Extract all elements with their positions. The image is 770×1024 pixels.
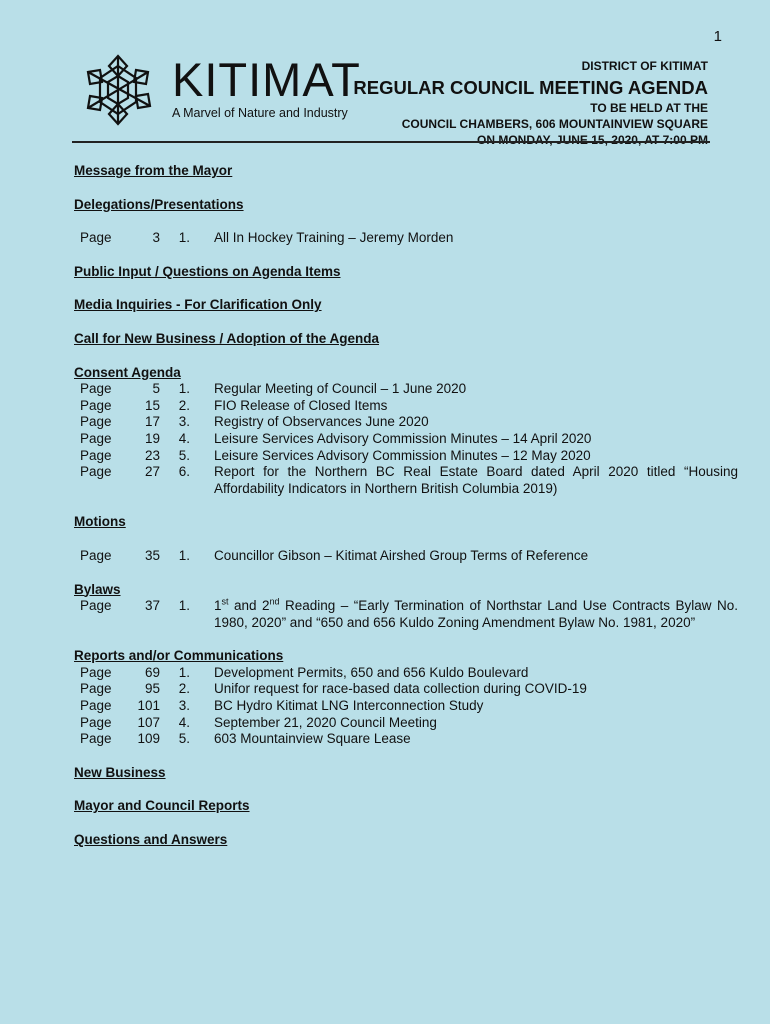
section-heading-public-input: Public Input / Questions on Agenda Items	[74, 263, 341, 279]
page-label: Page	[80, 598, 112, 614]
page-ref: 3	[152, 230, 160, 246]
page-ref: 69	[144, 664, 160, 680]
agenda-item	[74, 715, 738, 732]
meeting-location-line-2: COUNCIL CHAMBERS, 606 MOUNTAINVIEW SQUARE	[401, 117, 708, 131]
page-label: Page	[80, 714, 112, 730]
meeting-location-line-1: TO BE HELD AT THE	[590, 101, 708, 115]
page-label: Page	[80, 464, 112, 480]
item-title: Development Permits, 650 and 656 Kuldo Boulevard	[214, 664, 529, 680]
page-label: Page	[80, 230, 112, 246]
agenda-item	[74, 414, 738, 431]
conjunction: and	[228, 598, 263, 614]
item-number: 1.	[178, 230, 190, 246]
item-number: 4.	[178, 714, 190, 730]
page-ref: 15	[144, 397, 160, 413]
agenda-item	[74, 398, 738, 415]
agenda-item	[74, 731, 738, 748]
item-number: 1.	[178, 547, 190, 563]
page-label: Page	[80, 397, 112, 413]
page-label: Page	[80, 698, 112, 714]
section-heading-new-business: New Business	[74, 764, 166, 780]
header-divider	[72, 141, 710, 143]
page-ref: 35	[144, 547, 160, 563]
page-label: Page	[80, 447, 112, 463]
ordinal-suffix-nd: nd	[269, 596, 280, 607]
ordinal-first: 1	[214, 598, 222, 614]
item-title: Leisure Services Advisory Commission Minutes – 14 April 2020	[214, 430, 592, 446]
page-ref: 37	[144, 598, 160, 614]
page-label: Page	[80, 731, 112, 747]
section-heading-bylaws: Bylaws	[74, 581, 121, 597]
item-number: 3.	[178, 414, 190, 430]
item-number: 1.	[178, 598, 190, 614]
section-heading-media: Media Inquiries - For Clarification Only	[74, 297, 322, 313]
ordinal-second: 2	[262, 598, 270, 614]
agenda-body	[74, 163, 738, 849]
section-heading-mayor-message: Message from the Mayor	[74, 163, 233, 178]
kitimat-logo	[80, 52, 360, 127]
agenda-item	[74, 598, 738, 631]
page-ref: 27	[144, 464, 160, 480]
page-ref: 109	[137, 731, 160, 747]
item-title: 603 Mountainview Square Lease	[214, 731, 411, 747]
brand-tagline: A Marvel of Nature and Industry	[172, 106, 348, 120]
section-heading-call-new-business: Call for New Business / Adoption of the Agenda	[74, 330, 380, 346]
page-ref: 101	[137, 698, 160, 714]
page-label: Page	[80, 430, 112, 446]
page-ref: 107	[137, 714, 160, 730]
item-title: All In Hockey Training – Jeremy Morden	[214, 230, 454, 246]
item-title	[214, 598, 738, 631]
page-label: Page	[80, 381, 112, 397]
item-number: 1.	[178, 664, 190, 680]
agenda-item	[74, 698, 738, 715]
item-number: 3.	[178, 698, 190, 714]
item-title: Councillor Gibson – Kitimat Airshed Group Terms of Reference	[214, 547, 589, 563]
brand-name: KITIMAT	[172, 53, 361, 106]
page-ref: 23	[144, 447, 160, 463]
section-heading-motions: Motions	[74, 514, 126, 530]
agenda-item	[74, 381, 738, 398]
page-label: Page	[80, 681, 112, 697]
meeting-date-line: ON MONDAY, JUNE 15, 2020, AT 7:00 PM	[477, 133, 708, 147]
bylaw-reading-text: Reading – “Early Termination of Northstar Land Use Contracts Bylaw No. 1980, 2020” and “650 and 656 Kuldo Zoning Amendment Bylaw No. 1981, 2020”	[214, 598, 738, 630]
agenda-title: REGULAR COUNCIL MEETING AGENDA	[353, 77, 708, 98]
agenda-item	[74, 665, 738, 682]
section-heading-delegations: Delegations/Presentations	[74, 196, 244, 212]
item-title: BC Hydro Kitimat LNG Interconnection Study	[214, 698, 484, 714]
item-number: 4.	[178, 430, 190, 446]
agenda-item	[74, 464, 738, 497]
ordinal-suffix-st: st	[221, 596, 229, 607]
item-number: 1.	[178, 381, 190, 397]
item-number: 2.	[178, 681, 190, 697]
agenda-item	[74, 448, 738, 465]
page-ref: 17	[144, 414, 160, 430]
page-number: 1	[713, 28, 722, 45]
page-ref: 19	[144, 430, 160, 446]
page-label: Page	[80, 414, 112, 430]
item-title: Registry of Observances June 2020	[214, 414, 429, 430]
page-label: Page	[80, 664, 112, 680]
item-title: Unifor request for race-based data collection during COVID-19	[214, 681, 587, 697]
section-heading-reports: Reports and/or Communications	[74, 648, 284, 664]
item-number: 6.	[178, 464, 190, 480]
item-title: Report for the Northern BC Real Estate Board dated April 2020 titled “Housing Affordability Indicators in Northern British Columbia 2019)	[214, 464, 738, 496]
section-heading-questions-answers: Questions and Answers	[74, 832, 228, 848]
item-number: 5.	[178, 447, 190, 463]
item-title: Leisure Services Advisory Commission Minutes – 12 May 2020	[214, 447, 591, 463]
page-ref: 5	[152, 381, 160, 397]
item-number: 5.	[178, 731, 190, 747]
item-title: Regular Meeting of Council – 1 June 2020	[214, 381, 467, 397]
page-label: Page	[80, 547, 112, 563]
agenda-item	[74, 431, 738, 448]
agenda-item	[74, 681, 738, 698]
item-title: September 21, 2020 Council Meeting	[214, 714, 437, 730]
page-ref: 95	[144, 681, 160, 697]
section-heading-mayor-council-reports: Mayor and Council Reports	[74, 798, 250, 814]
section-heading-consent: Consent Agenda	[74, 364, 181, 380]
snowflake-icon	[80, 52, 156, 128]
agenda-item	[74, 548, 738, 565]
item-title: FIO Release of Closed Items	[214, 397, 388, 413]
item-number: 2.	[178, 397, 190, 413]
agenda-item	[74, 230, 738, 247]
agenda-header	[353, 58, 708, 148]
district-name: DISTRICT OF KITIMAT	[581, 59, 708, 73]
